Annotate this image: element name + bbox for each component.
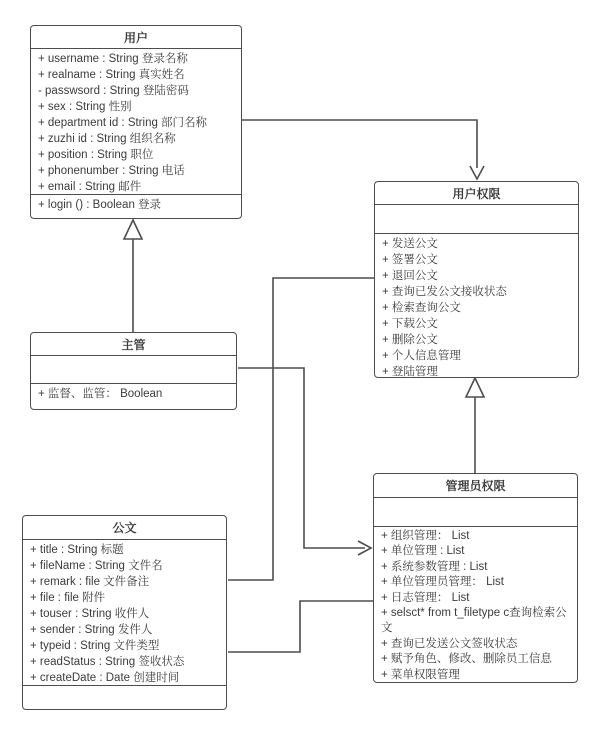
class-box-admin-permissions[interactable] (373, 473, 578, 683)
member-row: + createDate : Date 创建时间 (30, 672, 180, 684)
methods-compartment (31, 383, 236, 409)
attributes-compartment (374, 497, 577, 526)
member-row: + 个人信息管理 (382, 350, 461, 362)
member-row: + 菜单权限管理 (381, 668, 460, 681)
connector-supervisor-to-adminperm-line (238, 368, 365, 548)
member-row: + 下载公文 (382, 318, 438, 330)
member-row: + email : String 邮件 (38, 181, 142, 193)
class-title: 用户权限 (452, 187, 501, 201)
member-row: + position : String 职位 (38, 149, 154, 161)
member-row: + 检索查询公文 (382, 302, 461, 314)
member-row: + 赋予角色、修改、删除员工信息 (381, 653, 552, 666)
class-title: 用户 (123, 31, 148, 45)
methods-compartment (375, 233, 578, 377)
member-row: + sender : String 发件人 (30, 624, 153, 636)
member-row: + 日志管理： List (381, 591, 470, 604)
class-title: 主管 (121, 338, 146, 352)
member-row: - passwsord : String 登陆密码 (38, 85, 189, 97)
member-row: + 单位管理员管理： List (381, 576, 505, 589)
attributes-compartment (375, 204, 578, 233)
member-row: + 组织管理： List (381, 530, 470, 542)
class-box-user-permissions[interactable] (374, 181, 579, 378)
class-box-supervisor[interactable] (30, 332, 237, 410)
member-row: + remark : file 文件备注 (30, 576, 150, 588)
class-title: 管理员权限 (445, 479, 506, 493)
connector-user-to-userperm-line (242, 120, 477, 168)
connector-adminperm-to-userperm-triangle (466, 378, 484, 397)
member-row: + file : file 附件 (30, 592, 106, 604)
class-box-document[interactable] (22, 515, 227, 710)
member-row: + touser : String 收件人 (30, 608, 150, 620)
methods-compartment (23, 685, 226, 709)
methods-compartment (31, 194, 241, 218)
member-row: + 查询已发公文接收状态 (382, 286, 507, 298)
class-box-user[interactable] (30, 25, 242, 219)
methods-compartment (374, 526, 577, 682)
attributes-compartment (31, 355, 236, 383)
member-row: + 监督、监管： Boolean (38, 388, 163, 400)
attributes-compartment (23, 539, 226, 685)
member-row: + department id : String 部门名称 (38, 117, 208, 129)
member-row: + zuzhi id : String 组织名称 (38, 133, 176, 145)
member-row: + typeid : String 文件类型 (30, 640, 160, 652)
connector-document-to-adminperm-line (228, 601, 373, 652)
member-row: + title : String 标题 (30, 544, 124, 556)
attributes-compartment (31, 48, 241, 194)
class-title: 公文 (112, 521, 137, 535)
member-row: + realname : String 真实姓名 (38, 69, 185, 81)
member-row: + 签署公文 (382, 254, 438, 266)
member-row: + 查询已发送公文签收状态 (381, 637, 518, 650)
connector-userperm-to-document-line (228, 278, 374, 580)
member-row: + 删除公文 (382, 334, 438, 346)
member-row: + 系统参数管理 : List (381, 560, 488, 573)
member-row: + login () : Boolean 登录 (38, 199, 162, 211)
member-row: + sex : String 性别 (38, 101, 132, 113)
member-row: + username : String 登录名称 (38, 53, 188, 65)
member-row: + 登陆管理 (382, 366, 438, 377)
member-row: + phonenumber : String 电话 (38, 165, 185, 177)
member-row: + 发送公文 (382, 238, 438, 250)
member-row: + readStatus : String 签收状态 (30, 656, 185, 668)
member-row: + fileName : String 文件名 (30, 560, 163, 572)
connector-supervisor-to-user-triangle (124, 220, 142, 239)
member-row: + 单位管理 : List (381, 545, 465, 558)
member-row: + 退回公文 (382, 270, 438, 282)
member-row: + selsct* from t_filetype c查询检索公文 (381, 607, 567, 635)
